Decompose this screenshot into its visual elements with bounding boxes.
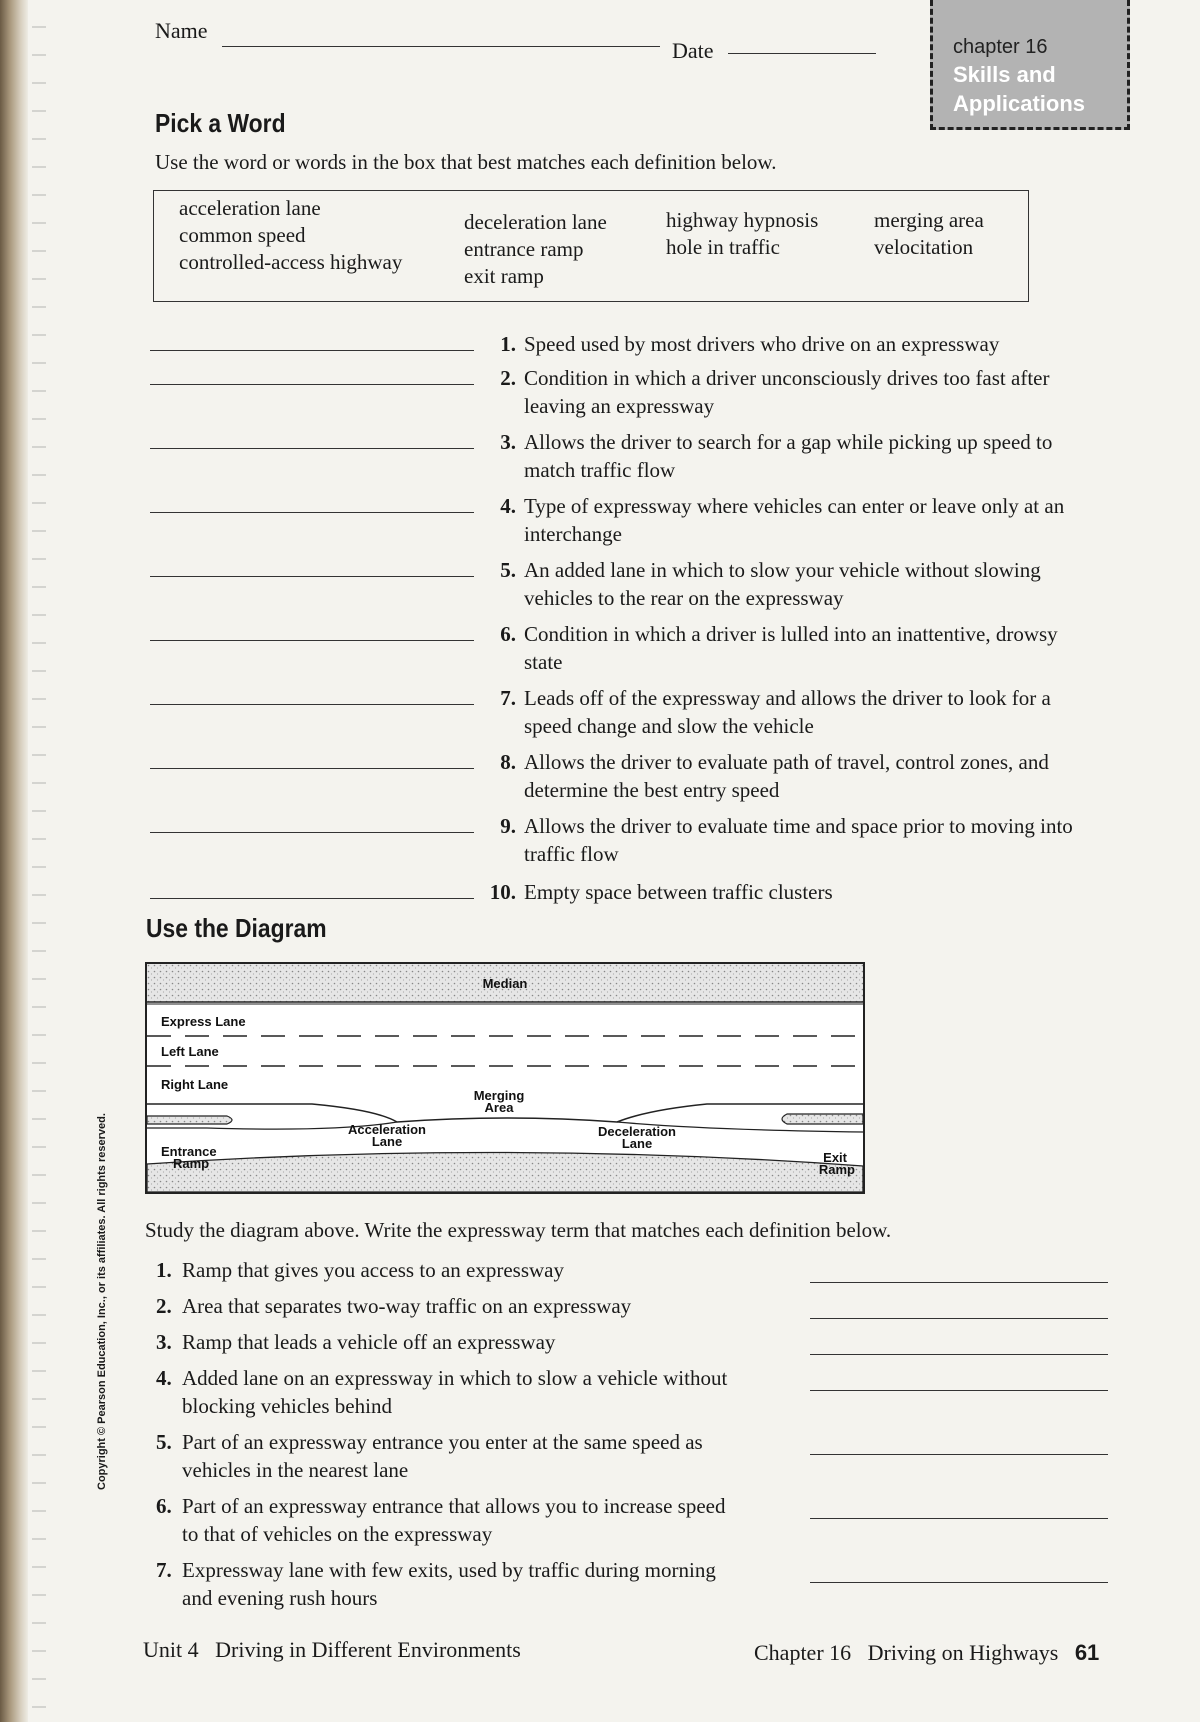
word-bank-column-4: [874, 207, 984, 261]
exit-gore: [782, 1114, 863, 1124]
question-text: [182, 1556, 782, 1612]
question-line-2: and evening rush hours: [182, 1586, 378, 1610]
question-line-2: vehicles in the nearest lane: [182, 1458, 409, 1482]
question-text: [182, 1256, 782, 1284]
question-text: [524, 556, 1124, 612]
exit-label-1: Exit: [823, 1150, 847, 1165]
word-bank-column-2: [464, 209, 607, 290]
word-bank-item: acceleration lane: [179, 196, 321, 220]
question-number: 3.: [156, 1330, 172, 1354]
express-lane-label: Express Lane: [161, 1014, 246, 1029]
word-bank-item: highway hypnosis: [666, 208, 819, 232]
entrance-label-1: Entrance: [161, 1144, 217, 1159]
median-label: Median: [482, 976, 528, 991]
exit-label-2: Ramp: [818, 1162, 855, 1177]
date-label: Date: [672, 38, 714, 63]
word-bank-item: exit ramp: [464, 264, 544, 288]
answer-line[interactable]: [810, 1282, 1108, 1283]
deceleration-label-1: Deceleration: [597, 1124, 677, 1139]
question-text: [524, 812, 1124, 868]
unit-number: Unit 4: [143, 1637, 199, 1662]
merging-label-2: Area: [484, 1100, 514, 1115]
question-number: 9.: [500, 814, 516, 838]
diagram-instructions: Study the diagram above. Write the expressway term that matches each definition below.: [145, 1218, 892, 1242]
question-line-2: speed change and slow the vehicle: [524, 714, 814, 738]
question-text: [524, 364, 1124, 420]
chapter-number: chapter 16: [953, 36, 1048, 58]
footer-chapter-number: Chapter 16: [754, 1640, 852, 1665]
answer-line[interactable]: [150, 384, 474, 385]
merging-label-1: Merging: [473, 1088, 525, 1103]
question-line-1: Part of an expressway entrance that allows you to increase speed: [182, 1494, 726, 1518]
question-number: 7.: [500, 686, 516, 710]
question-text: [524, 492, 1124, 548]
word-bank-item: hole in traffic: [666, 235, 780, 259]
question-number: 2.: [500, 366, 516, 390]
question-line-1: Condition in which a driver unconsciously drives too fast after: [524, 366, 1050, 390]
question-line-2: match traffic flow: [524, 458, 676, 482]
question-number: 7.: [156, 1558, 172, 1582]
word-bank-box: [153, 190, 1029, 302]
question-line-1: Allows the driver to evaluate path of travel, control zones, and: [524, 750, 1049, 774]
question-line-1: Condition in which a driver is lulled into an inattentive, drowsy: [524, 622, 1058, 646]
name-field-line[interactable]: [222, 46, 660, 47]
question-line-1: Speed used by most drivers who drive on an expressway: [524, 332, 1000, 356]
use-the-diagram-heading: Use the Diagram: [146, 913, 327, 943]
question-line-2: vehicles to the rear on the expressway: [524, 586, 844, 610]
word-bank-item: deceleration lane: [464, 210, 607, 234]
question-line-1: Leads off of the expressway and allows the driver to look for a: [524, 686, 1051, 710]
question-text: [524, 428, 1124, 484]
question-number: 2.: [156, 1294, 172, 1318]
left-lane-label: Left Lane: [161, 1044, 219, 1059]
question-line-2: traffic flow: [524, 842, 619, 866]
question-line-1: Expressway lane with few exits, used by traffic during morning: [182, 1558, 716, 1582]
question-line-1: Area that separates two-way traffic on an expressway: [182, 1294, 632, 1318]
question-number: 5.: [500, 558, 516, 582]
expressway-diagram-svg: [147, 964, 863, 1192]
answer-line[interactable]: [810, 1454, 1108, 1455]
question-line-2: interchange: [524, 522, 622, 546]
answer-line[interactable]: [810, 1582, 1108, 1583]
word-bank-item: common speed: [179, 223, 306, 247]
footer-chapter: [754, 1640, 1099, 1666]
question-text: [524, 330, 1124, 358]
answer-line[interactable]: [810, 1354, 1108, 1355]
question-text: [524, 748, 1124, 804]
chapter-tab: [930, 0, 1130, 130]
answer-line[interactable]: [150, 512, 474, 513]
unit-title: Driving in Different Environments: [215, 1637, 521, 1662]
question-line-2: state: [524, 650, 563, 674]
answer-line[interactable]: [150, 832, 474, 833]
question-text: [524, 620, 1124, 676]
question-line-2: blocking vehicles behind: [182, 1394, 392, 1418]
question-line-1: Type of expressway where vehicles can enter or leave only at an: [524, 494, 1065, 518]
word-bank-column-1: [179, 195, 402, 276]
page-number: 61: [1074, 1640, 1100, 1665]
acceleration-label-1: Acceleration: [347, 1122, 427, 1137]
question-number: 6.: [156, 1494, 172, 1518]
question-text: [182, 1428, 782, 1484]
footer-unit: [143, 1637, 521, 1663]
book-binding: [0, 0, 28, 1722]
pick-a-word-heading: Pick a Word: [155, 108, 286, 138]
answer-line[interactable]: [150, 704, 474, 705]
copyright-notice: Copyright © Pearson Education, Inc., or its affiliates. All rights reserved.: [96, 1113, 108, 1490]
question-line-1: Allows the driver to evaluate time and space prior to moving into: [524, 814, 1073, 838]
question-line-1: Empty space between traffic clusters: [524, 880, 833, 904]
question-number: 10.: [489, 880, 516, 904]
skills-label-1: Skills and: [953, 62, 1056, 87]
question-text: [524, 684, 1124, 740]
page-edge: [32, 0, 46, 1722]
deceleration-label-2: Lane: [621, 1136, 653, 1151]
expressway-diagram: [145, 962, 865, 1194]
right-lane-label: Right Lane: [161, 1077, 229, 1092]
word-bank-item: controlled-access highway: [179, 250, 403, 274]
question-line-2: leaving an expressway: [524, 394, 715, 418]
entrance-gore: [147, 1116, 232, 1124]
question-text: [182, 1328, 782, 1356]
entrance-label-2: Ramp: [173, 1156, 210, 1171]
pick-a-word-instructions: Use the word or words in the box that best matches each definition below.: [155, 150, 777, 174]
question-line-2: determine the best entry speed: [524, 778, 780, 802]
question-line-1: Ramp that gives you access to an expressway: [182, 1258, 564, 1282]
word-bank-item: entrance ramp: [464, 237, 584, 261]
word-bank-column-3: [666, 207, 818, 261]
footer-chapter-title: Driving on Highways: [867, 1640, 1059, 1665]
question-line-1: Added lane on an expressway in which to slow a vehicle without: [182, 1366, 728, 1390]
answer-line[interactable]: [150, 640, 474, 641]
answer-line[interactable]: [810, 1518, 1108, 1519]
answer-line[interactable]: [810, 1390, 1108, 1391]
road-shoulder: [147, 1152, 863, 1192]
word-bank-item: velocitation: [874, 235, 974, 259]
question-number: 6.: [500, 622, 516, 646]
question-text: [524, 878, 1124, 906]
name-label: Name: [155, 18, 208, 43]
answer-line[interactable]: [150, 350, 474, 351]
question-line-1: An added lane in which to slow your vehicle without slowing: [524, 558, 1041, 582]
answer-line[interactable]: [810, 1318, 1108, 1319]
question-number: 1.: [156, 1258, 172, 1282]
question-number: 3.: [500, 430, 516, 454]
question-line-1: Allows the driver to search for a gap while picking up speed to: [524, 430, 1053, 454]
question-text: [182, 1292, 782, 1320]
question-number: 5.: [156, 1430, 172, 1454]
answer-line[interactable]: [150, 576, 474, 577]
question-number: 4.: [156, 1366, 172, 1390]
skills-label-2: Applications: [953, 91, 1086, 116]
question-number: 4.: [500, 494, 516, 518]
answer-line[interactable]: [150, 898, 474, 899]
date-field-line[interactable]: [728, 53, 876, 54]
question-text: [182, 1364, 782, 1420]
answer-line[interactable]: [150, 768, 474, 769]
question-text: [182, 1492, 782, 1548]
question-line-1: Ramp that leads a vehicle off an expressway: [182, 1330, 556, 1354]
word-bank-item: merging area: [874, 208, 984, 232]
question-number: 8.: [500, 750, 516, 774]
acceleration-label-2: Lane: [371, 1134, 403, 1149]
question-line-2: to that of vehicles on the expressway: [182, 1522, 493, 1546]
answer-line[interactable]: [150, 448, 474, 449]
question-line-1: Part of an expressway entrance you enter at the same speed as: [182, 1430, 703, 1454]
question-number: 1.: [500, 332, 516, 356]
